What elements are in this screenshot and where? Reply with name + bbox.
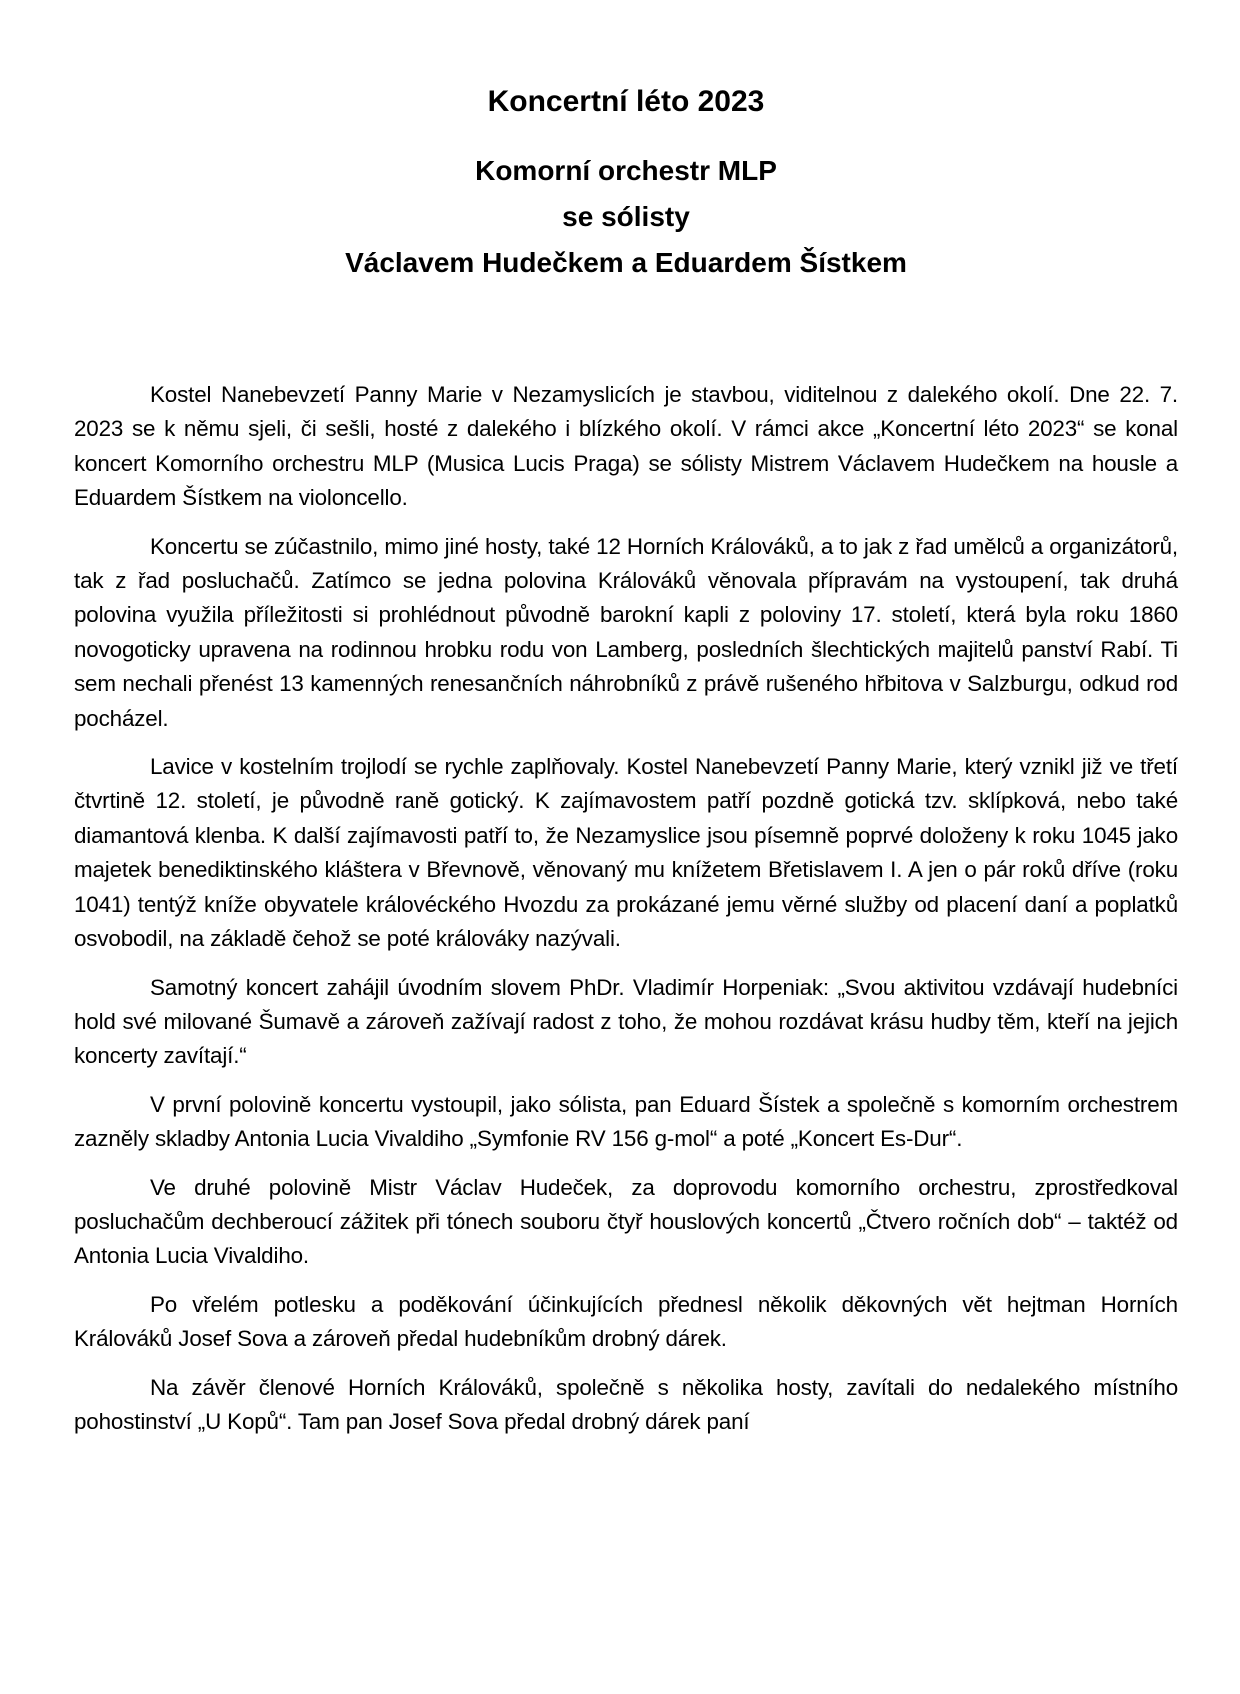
paragraph-church-history: Lavice v kostelním trojlodí se rychle zaplňovaly. Kostel Nanebevzetí Panny Marie, který vznikl již ve třetí čtvrtině 12. století, je původně raně gotický. K zajímavostem patří pozdně gotická tzv. sklípková, nebo také diamantová klenba. K další zajímavosti patří to, že Nezamyslice jsou písemně poprvé doloženy k roku 1045 jako majetek benediktinského kláštera v Břevnově, věnovaný mu knížetem Břetislavem I. A jen o pár roků dříve (roku 1041) tentýž kníže obyvatele královéckého Hvozdu za prokázané jemu věrné služby od placení daní a poplatků osvobodil, na základě čehož se poté králováky nazývali.	[74, 754, 1178, 952]
paragraph-conclusion: Na závěr členové Horních Králováků, společně s několika hosty, zavítali do nedalekého místního pohostinství „U Kopů“. Tam pan Josef Sova předal drobný dárek paní	[74, 1374, 1178, 1434]
document-subtitle	[74, 148, 1178, 286]
paragraph-second-half: Ve druhé polovině Mistr Václav Hudeček, za doprovodu komorního orchestru, zprostředkoval posluchačům dechberoucí zážitek při tónech souboru čtyř houslových koncertů „Čtvero ročních dob“ – taktéž od Antonia Lucia Vivaldiho.	[74, 1174, 1178, 1269]
subtitle-soloists-names: Václavem Hudečkem a Eduardem Šístkem	[345, 247, 907, 278]
document-body	[74, 378, 1178, 1453]
subtitle-soloists-intro: se sólisty	[562, 201, 690, 232]
subtitle-orchestra: Komorní orchestr MLP	[475, 155, 777, 186]
paragraph-thanks: Po vřelém potlesku a poděkování účinkujících přednesl několik děkovných vět hejtman Horních Králováků Josef Sova a zároveň předal hudebníkům drobný dárek.	[74, 1291, 1178, 1352]
paragraph-opening-speech: Samotný koncert zahájil úvodním slovem PhDr. Vladimír Horpeniak: „Svou aktivitou vzdávají hudebníci hold své milované Šumavě a zároveň zažívají radost z toho, že mohou rozdávat krásu hudby těm, kteří na jejich koncerty zavítají.“	[74, 974, 1178, 1069]
document-title: Koncertní léto 2023	[487, 85, 765, 118]
paragraph-first-half: V první polovině koncertu vystoupil, jako sólista, pan Eduard Šístek a společně s komorním orchestrem zazněly skladby Antonia Lucia Vivaldiho „Symfonie RV 156 g-mol“ a poté „Koncert Es-Dur“.	[74, 1091, 1178, 1152]
paragraph-attendance: Koncertu se zúčastnilo, mimo jiné hosty, také 12 Horních Králováků, a to jak z řad umělců a organizátorů, tak z řad posluchačů. Zatímco se jedna polovina Králováků věnovala přípravám na vystoupení, tak druhá polovina využila příležitosti si prohlédnout původně barokní kapli z poloviny 17. století, která byla roku 1860 novogoticky upravena na rodinnou hrobku rodu von Lamberg, posledních šlechtických majitelů panství Rabí. Ti sem nechali přenést 13 kamenných renesančních náhrobníků z právě rušeného hřbitova v Salzburgu, odkud rod pocházel.	[74, 533, 1178, 731]
paragraph-intro: Kostel Nanebevzetí Panny Marie v Nezamyslicích je stavbou, viditelnou z dalekého okolí. Dne 22. 7. 2023 se k němu sjeli, či sešli, hosté z dalekého i blízkého okolí. V rámci akce „Koncertní léto 2023“ se konal koncert Komorního orchestru MLP (Musica Lucis Praga) se sólisty Mistrem Václavem Hudečkem na housle a Eduardem Šístkem na violoncello.	[74, 382, 1178, 511]
